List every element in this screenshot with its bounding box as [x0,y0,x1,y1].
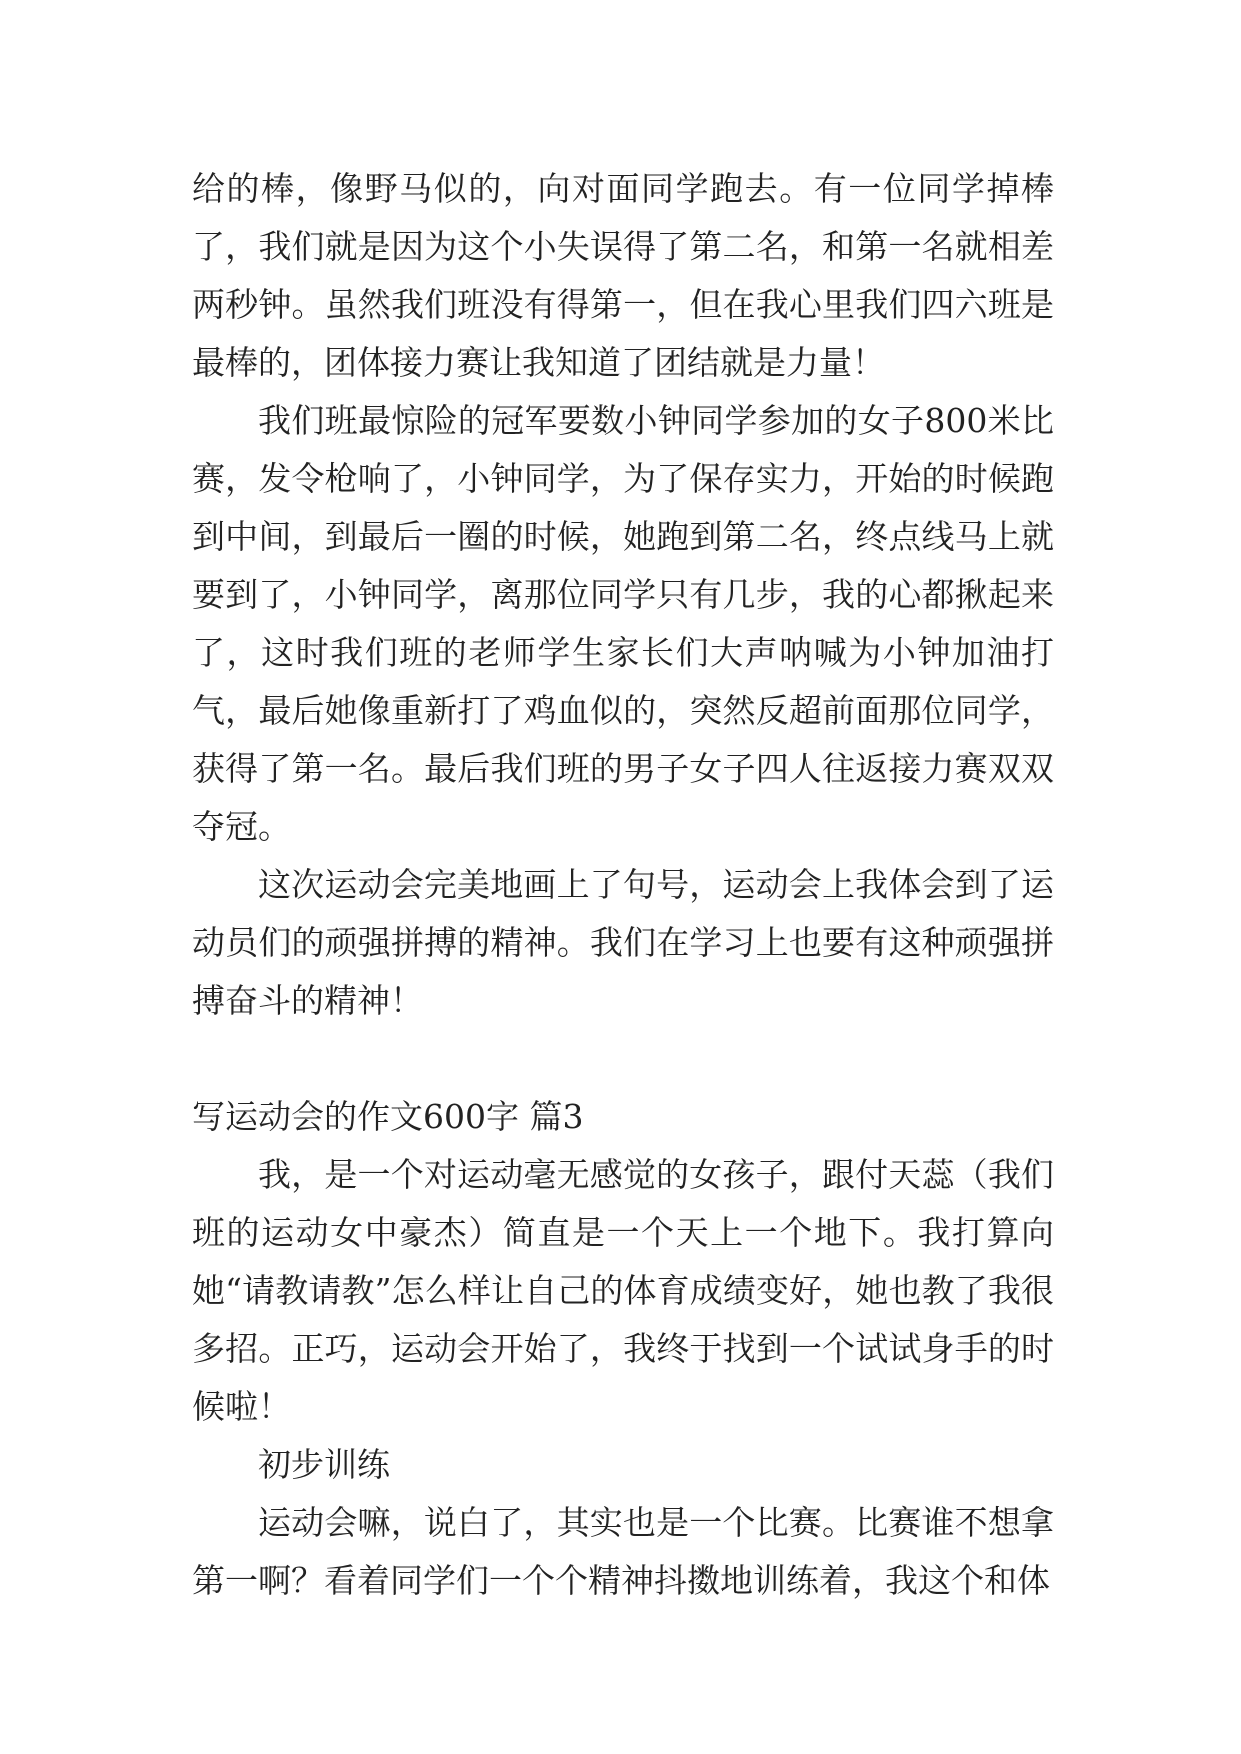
paragraph-intro: 我，是一个对运动毫无感觉的女孩子，跟付天蕊（我们班的运动女中豪杰）简直是一个天上一个地下。我打算向她“请教请教”怎么样让自己的体育成绩变好，她也教了我很多招。正巧，运动会开始了，我终于找到一个试试身手的时候啦！ [192,1155,1054,1426]
document-body [192,160,1054,1610]
paragraph-training: 运动会嘛，说白了，其实也是一个比赛。比赛谁不想拿第一啊？看着同学们一个个精神抖擞地训练着，我这个和体 [192,1503,1054,1600]
paragraph-conclusion: 这次运动会完美地画上了句号，运动会上我体会到了运动员们的顽强拼搏的精神。我们在学习上也要有这种顽强拼搏奋斗的精神！ [192,865,1054,1020]
paragraph-relay-race: 给的棒，像野马似的，向对面同学跑去。有一位同学掉棒了，我们就是因为这个小失误得了第二名，和第一名就相差两秒钟。虽然我们班没有得第一，但在我心里我们四六班是最棒的，团体接力赛让我知道了团结就是力量！ [192,169,1054,382]
essay-heading: 写运动会的作文600字 篇3 [192,1097,584,1136]
section-subheading: 初步训练 [258,1445,390,1484]
paragraph-800m-race: 我们班最惊险的冠军要数小钟同学参加的女子800米比赛，发令枪响了，小钟同学，为了保存实力，开始的时候跑到中间，到最后一圈的时候，她跑到第二名，终点线马上就要到了，小钟同学，离那位同学只有几步，我的心都揪起来了，这时我们班的老师学生家长们大声呐喊为小钟加油打气，最后她像重新打了鸡血似的，突然反超前面那位同学，获得了第一名。最后我们班的男子女子四人往返接力赛双双夺冠。 [192,401,1054,846]
